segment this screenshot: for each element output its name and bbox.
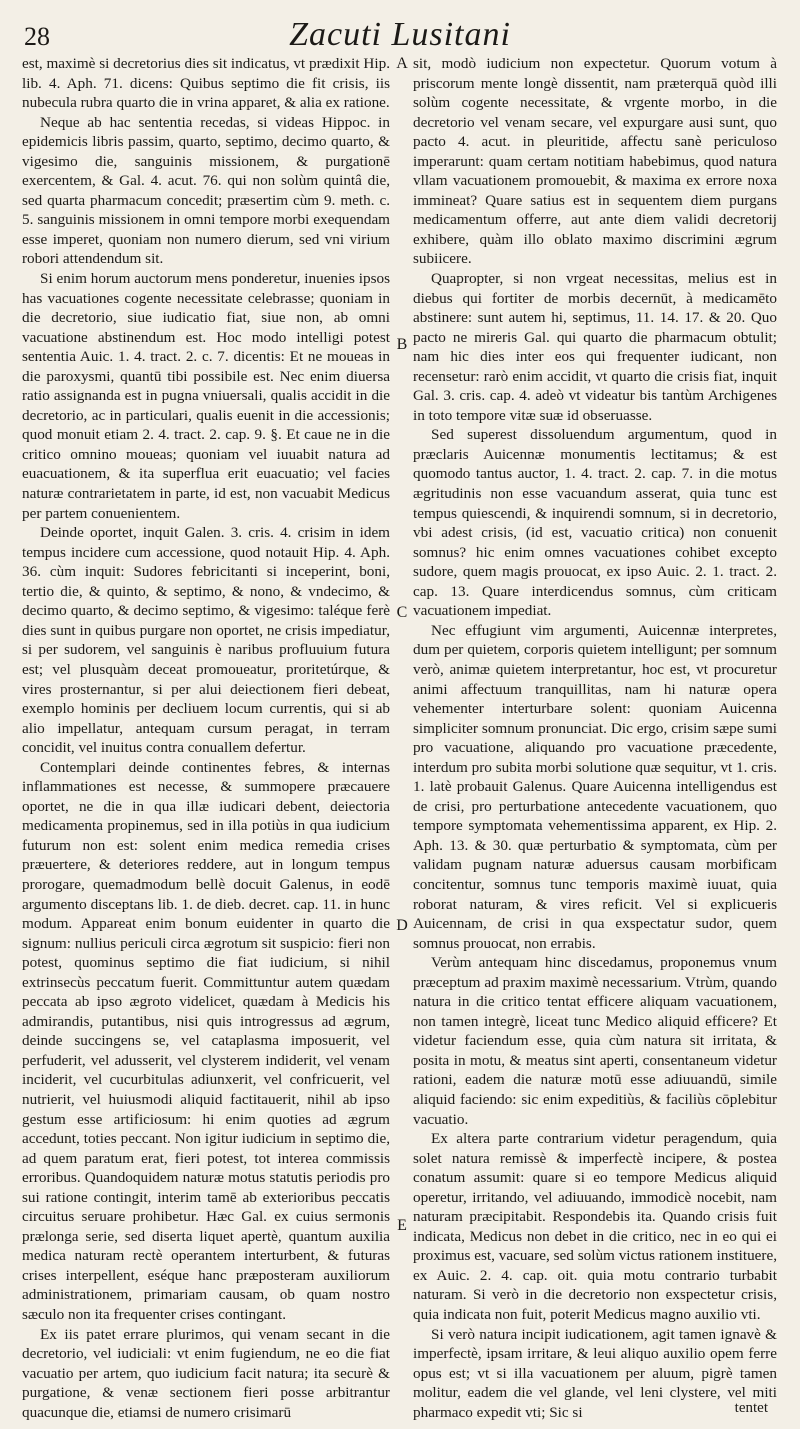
paragraph: sit, modò iudicium non expectetur. Quorum votum à priscorum mente longè dissentit, nam præterquā quòd illi solùm cogente necessitate, & vrgente morbo, in die decretorio vel venam secare, vel expurgare ausi sunt, quo pacto 4. acut. in pleuritide, affectu sanè periculoso imperarunt: quam certam notitiam habebimus, quod natura vllam vacuationem promouebit, & maxima ex errore noxa immineat? Quare satius est in sequentem diem purgans medicamentum offerre, aut ante diem validi decretorij exhibere, quàm illo oblato maximo discrimini ægrum subiicere. <box>413 55 777 268</box>
page-header <box>0 14 800 54</box>
paragraph: Deinde oportet, inquit Galen. 3. cris. 4. crisim in idem tempus incidere cum accessione, quod notauit Hip. 4. Aph. 36. cùm inquit: Sudores febricitanti si inceperint, boni, tertio die, & quinto, & septimo, & nono, & vndecimo, & decimo quarto, & decimo septimo, & vigesimo: taléque ferè dies sunt in quibus purgare non oportet, ne crisis impediatur, si per sudorem, vel sanguinis è naribus profluuium futura est; vel plusquàm deceat promoueatur, proritetúrque, & vires prosternantur, si per alui deiectionem fieri debeat, exemplo hominis per decliuem locum currentis, qui si ab alio impellatur, antequam cursum peragat, in terram concidit, vel inuitus contra conuallem defertur. <box>22 524 390 757</box>
paragraph: Ex altera parte contrarium videtur peragendum, quia solet natura remissè & imperfectè incipere, & postea conatum assumit: quare si eo tempore Medicus aliquid operetur, irritando, vel adiuuando, immodicè nocebit, nam naturam præcipitabit. Respondebis ita. Quando crisis fuit indicata, Medicus non debet in die critico, nec in eo qui ei proximus est, vacuare, sed solùm victus rationem instituere, ex Auic. 2. 4. cap. oit. quia motu contrario turbabit naturam. Si verò in die decretorio non exspectetur crisis, quia indicata non fuit, poterit Medicus magno auxilio vti. <box>413 1130 777 1323</box>
page-number: 28 <box>24 22 50 51</box>
paragraph: Verùm antequam hinc discedamus, proponemus vnum præceptum ad praxim maximè necessarium. Vtrùm, quando natura in die critico tentat efficere aliquam vacuationem, non tamen integrè, liceat tunc Medico aliquid efficere? Et videtur faciendum esse, quia cùm natura sit irritata, & posita in motu, & meatus sint aperti, consentaneum videtur rationi, eadem die naturæ motū esse adiuuandū, simile aliquid faciendo: sic enim expeditiùs, & faciliùs cōplebitur vacuatio. <box>413 954 777 1128</box>
paragraph: Si verò natura incipit iudicationem, agit tamen ignavè & imperfectè, ipsam irritare, & leui aliquo auxilio opem ferre opus est; vt si illa vacuationem per aluum, pigrè tamen molitur, eadem die vel glande, vel leni clystere, vel miti pharmaco expedit vti; Sic si <box>413 1325 777 1421</box>
margin-marker-d: D <box>396 917 408 934</box>
margin-marker-c: C <box>396 604 408 621</box>
paragraph: est, maximè si decretorius dies sit indicatus, vt prædixit Hip. lib. 4. Aph. 71. dicens: Quibus septimo die fit crisis, iis nubecula rubra quarto die in vrina apparet, & alia ex ratione. <box>22 55 390 112</box>
paragraph: Quapropter, si non vrgeat necessitas, melius est in diebus qui fortiter de morbis decernūt, à medicamēto abstinere: sunt autem hi, septimus, 11. 14. 17. & 20. Quo pacto ne mireris Gal. qui quarto die pharmacum obtulit; nam hic dies inter eos qui frequenter iudicant, non recensetur: rarò enim accidit, vt quarto die crisis fiat, inquit Gal. 3. cris. cap. 4. adeò vt videatur bis tantùm Archigenes in toto tempore vitæ suæ id obseruasse. <box>413 270 777 424</box>
margin-marker-b: B <box>396 336 408 353</box>
paragraph: Si enim horum auctorum mens ponderetur, inuenies ipsos has vacuationes cogente necessitate celebrasse; quoniam in die decretorio, siue iudicatio fiat, siue non, ab omni vacuatione abstinendum est. Hoc modo intelligi potest sententia Auic. 1. 4. tract. 2. c. 7. dicentis: Et ne moueas in die paroxysmi, quantū tibi possibile est. Nec enim diuersa ratio assignanda est in pugna vniuersali, qualis accidit in die decretorio, ac in particulari, qualis euenit in die accessionis; quod monuit etiam 2. 4. tract. 2. cap. 9. §. Et caue ne in die critico omnino moueas; quoniam vel iuuabit natura ad euacuationem, & ita superflua erit euacuatio; vel facies naturæ contrarietatem in parte, id est, non vacuabit Medicus per partem conuenientem. <box>22 270 390 522</box>
paragraph: Contemplari deinde continentes febres, & internas inflammationes est necesse, & summopere præcauere oportet, ne die in qua illæ iudicari debent, deiectoria medicamenta propinemus, sed in illa potiùs in qua iudicium futurum non est: solent enim medica remedia crises præuertere, & deteriores reddere, aut in longum tempus prorogare, quemadmodum bellè docuit Galenus, in eodē argumento disceptans lib. 1. de dieb. decret. cap. 11. in hunc modum. Appareat enim bonum euidenter in quarto die signum: nullius periculi circa ægrotum sit suspicio: fieri non potest, quominus septimo die fiat iudicium, si nihil extrinsecùs peccatum fuerit. Committuntur autem quædam peccata ab ipso ægroto videlicet, quædam à Medicis his admirandis, putantibus, nisi quis introgressus ad ægrum, deinde succingens se, vel cataplasma imposuerit, vel perfuderit, vel adusserit, vel clysterem indiderit, vel venam inciderit, vel cucurbitulas adiunxerit, vel confricuerit, vel nutrierit, vel huiusmodi aliquid factitauerit, nihil ab ipso gestum esse artificiosum: hi enim quoties ad ægrum accedunt, toties peccant. Non igitur iudicium in septimo die, ad quem paratum erat, fieri potest, tot interea commissis erroribus. Quandoquidem naturæ motus statutis periodis pro sui ratione contingit, interim tamē ab exterioribus peccatis circuitus seruare prohibetur. Hæc Gal. ex cuius sermonis prælonga serie, sed diserta liquet apertè, quantum auxilia medica naturam rectè operantem interturbent, & futuras crises interpellent, eséque hanc præposteram auxiliorum administrationem, primariam causam, ob quam nostro sæculo non ita frequenter crises contingant. <box>22 758 390 1323</box>
catchword: tentet <box>734 1400 768 1416</box>
paragraph: Nec effugiunt vim argumenti, Auicennæ interpretes, dum per quietem, corporis quietem intelligunt; per somnum verò, animæ quietem interpretantur, hoc est, vt procuretur animi affectuum tranquillitas, nam hi naturæ opera vehementer interturbare solent: quoniam Auicenna simpliciter somnum pronunciat. Dic ergo, crisim sæpe sumi pro vacuatione, aliquando pro vacuatione præcedente, interdum pro subita morbi solutione quæ sequitur, vt 1. cris. 1. latè probauit Galenus. Quare Auicenna intelligendus est de crisi, pro perturbatione antecedente vacuationem, quo tempore symptomata vehementissima apparent, ex Hip. 2. Aph. 13. & 30. quæ perturbatio & symptomata, cùm per validam pugnam naturæ aduersus causam morbificam concitentur, somnus tunc temporis maximè iuuat, quia roborat naturam, & vires reficit. Vel si explicueris Auicennam, de crisi in qua exspectatur sudor, quem somnus prouocat, non errabis. <box>413 621 777 952</box>
margin-marker-a: A <box>396 55 408 72</box>
paragraph: Ex iis patet errare plurimos, qui venam secant in die decretorio, vel iudiciali: vt enim fugiendum, ne eo die fiat vacuatio per artem, quo iudicium facit natura; ita securè & purgatione, & venæ sectionem fieri posse arbitrantur quacunque die, etiamsi de numero crisimarū <box>22 1325 390 1421</box>
running-head: Zacuti Lusitani <box>289 16 511 53</box>
left-column <box>22 54 390 1421</box>
paragraph: Sed superest dissoluendum argumentum, quod in præclaris Auicennæ monumentis lectitamus; & est quomodo tantus auctor, 1. 4. tract. 2. cap. 7. in die motus ægritudinis non esse vacuandum asserat, quia tunc est tempus quiescendi, & inquirendi somnum, si in decretorio, vbi adest crisis, (id est, vacuatio critica) non conuenit somnus? hic enim omnes vacuationes cohibet excepto sudore, quem magis prouocat, ex ipso Auic. 2. 1. tract. 2. cap. 13. Quare interdicendus somnus, cùm criticam vacuationem impediat. <box>413 426 777 620</box>
paragraph: Neque ab hac sententia recedas, si videas Hippoc. in epidemicis libris passim, quarto, septimo, decimo quarto, & vigesimo die, sanguinis missionem, & purgationē exercentem, & Gal. 4. acut. 76. qui non solùm quintâ die, sed quarta pharmacum concedit; præsertim cùm 9. meth. c. 5. sanguinis missionem in omni tempore morbi exequendam esse imperet, quoniam non numero dierum, sed vni virium robori attendendum sit. <box>22 113 390 268</box>
margin-marker-e: E <box>397 1217 407 1234</box>
